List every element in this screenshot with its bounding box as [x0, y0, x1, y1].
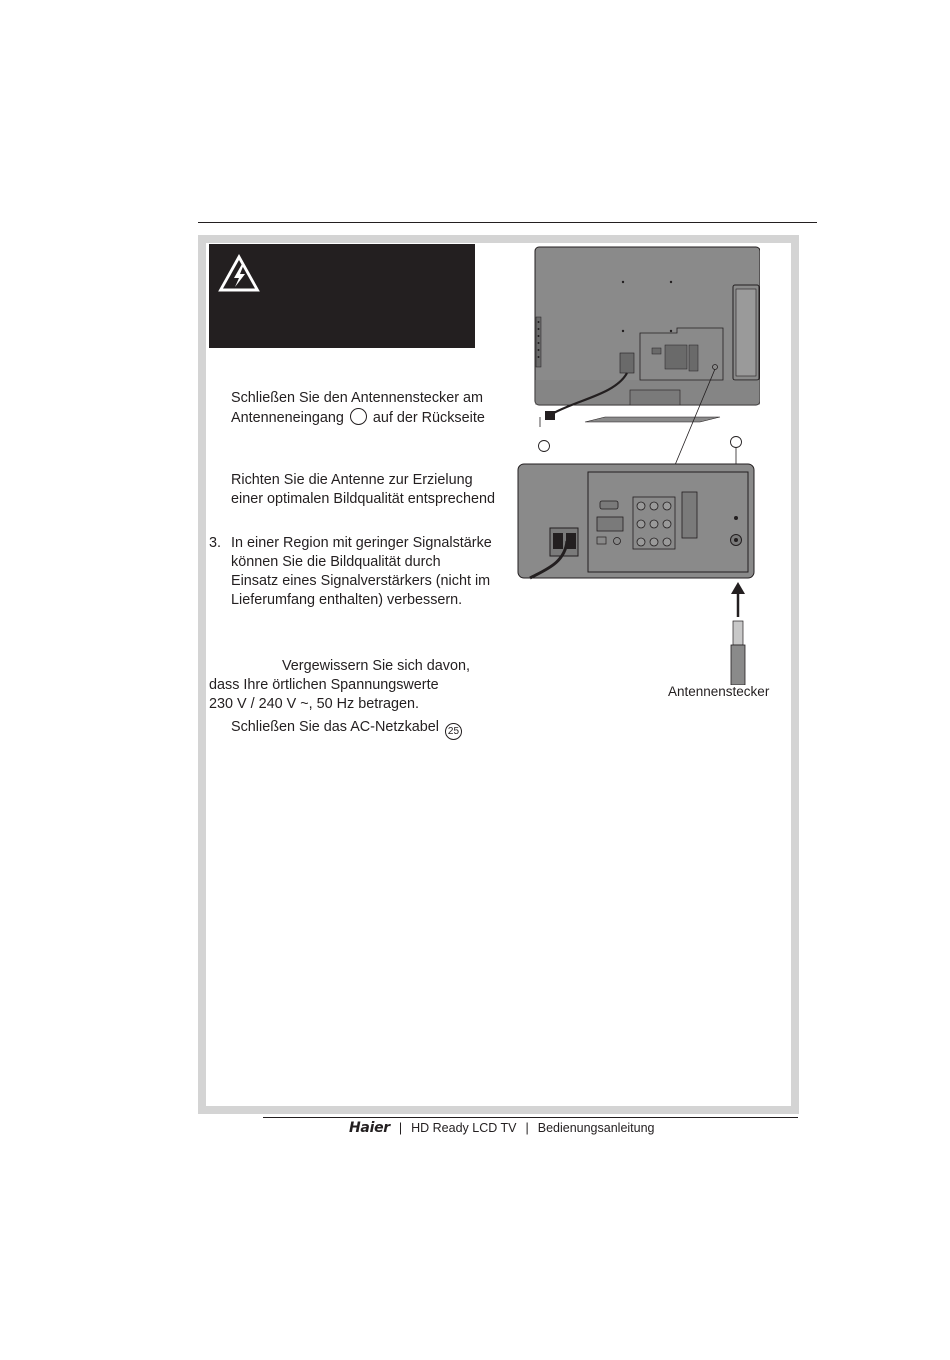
footer-doc: Bedienungsanleitung: [537, 1121, 655, 1135]
connector-panel-zoom: [518, 464, 754, 578]
step-1-line-2b: auf der Rückseite: [372, 410, 485, 426]
antenna-plug: [731, 582, 745, 685]
power-line-4-text: Schließen Sie das AC-Netzkabel: [231, 719, 439, 735]
footer-product: HD Ready LCD TV: [411, 1121, 517, 1135]
callout-number-icon: 25: [445, 723, 462, 740]
footer-separator: |: [398, 1121, 403, 1135]
step-3-line-2: können Sie die Bildqualität durch: [231, 554, 441, 570]
footer-separator: |: [525, 1121, 529, 1135]
footer: [349, 1120, 655, 1136]
high-voltage-warning-icon: [217, 253, 261, 293]
warning-box: [209, 244, 475, 348]
tv-connection-illustration: [515, 245, 760, 685]
power-line-4: [231, 718, 464, 740]
tv-back-panel: [535, 247, 760, 422]
footer-rule: [263, 1117, 798, 1118]
callout-circle-icon: [350, 408, 367, 425]
power-line-3: 230 V / 240 V ~, 50 Hz betragen.: [209, 696, 420, 712]
step-1-line-2a: Antenneneingang: [231, 410, 344, 426]
step-2-text: [231, 471, 495, 509]
step-3-text: [209, 534, 492, 610]
step-3-line-3: Einsatz eines Signalverstärkers (nicht im: [231, 573, 491, 589]
power-line-2: dass Ihre örtlichen Spannungswerte: [209, 677, 439, 693]
antenna-plug-label: Antennenstecker: [668, 684, 770, 699]
step-2-line-1: Richten Sie die Antenne zur Erzielung: [231, 472, 473, 488]
top-rule: [198, 222, 817, 223]
step-1-text: [231, 389, 485, 428]
step-1-line-2: [231, 408, 485, 428]
step-3-line-1: [209, 534, 492, 553]
step-3-line-4: Lieferumfang enthalten) verbessern.: [231, 592, 463, 608]
power-line-1: Vergewissern Sie sich davon,: [282, 658, 470, 674]
step-2-line-2: einer optimalen Bildqualität entsprechend: [231, 491, 495, 507]
step-3-number: 3.: [209, 535, 222, 551]
brand-logo: Haier: [349, 1120, 390, 1136]
step-3-line-1-text: In einer Region mit geringer Signalstärke: [231, 535, 492, 551]
step-1-line-1: Schließen Sie den Antennenstecker am: [231, 390, 483, 406]
